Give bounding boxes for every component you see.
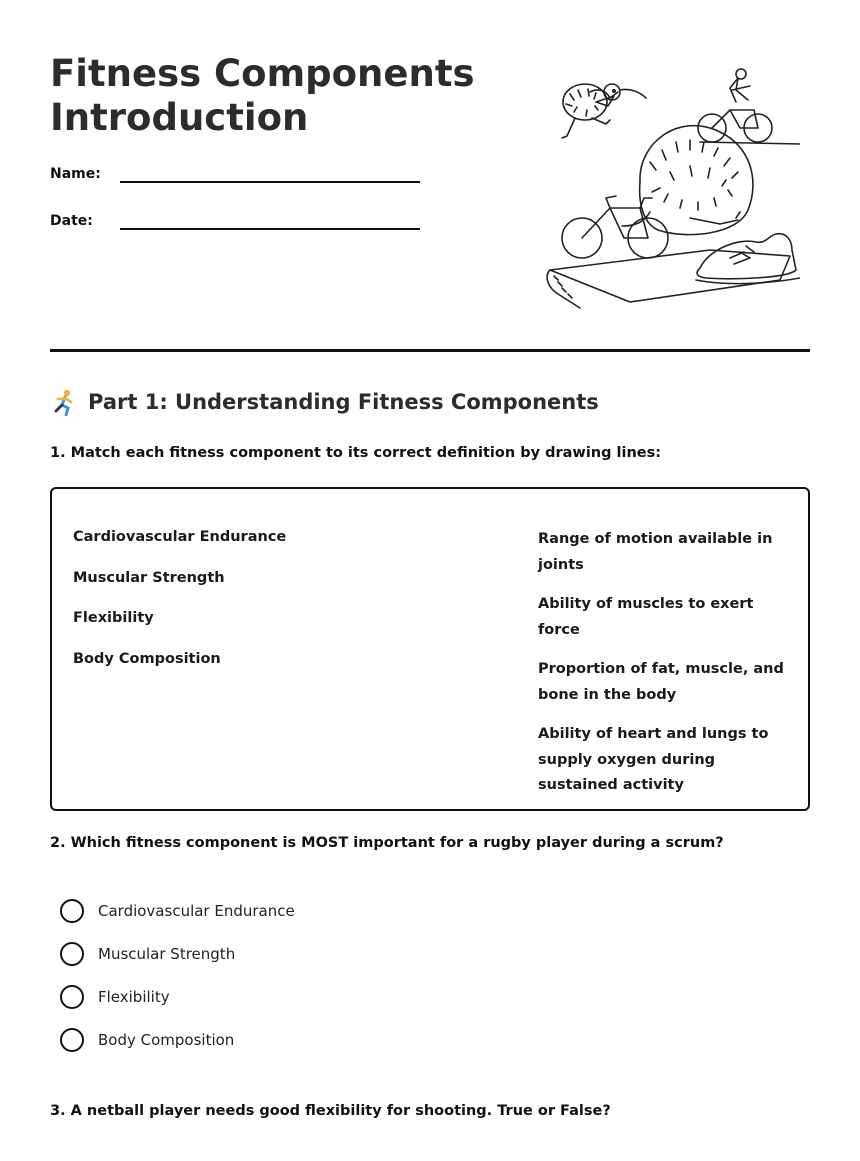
question-1-prompt: 1. Match each fitness component to its correct definition by drawing lines:: [50, 445, 662, 461]
date-field[interactable]: [50, 213, 430, 243]
running-person-icon: [50, 388, 78, 416]
question-3-prompt: 3. A netball player needs good flexibility for shooting. True or False?: [50, 1103, 611, 1119]
running-shoe-icon: [696, 234, 800, 284]
radio-circle-icon[interactable]: [60, 985, 84, 1009]
match-definition[interactable]: Proportion of fat, muscle, and bone in the body: [538, 661, 784, 703]
cyclist-icon: [698, 69, 800, 144]
date-label: Date:: [50, 213, 93, 229]
option-label: Cardiovascular Endurance: [98, 902, 295, 920]
name-line[interactable]: [120, 181, 420, 183]
date-line[interactable]: [120, 228, 420, 230]
name-label: Name:: [50, 166, 101, 182]
match-term[interactable]: Muscular Strength: [73, 569, 225, 586]
fitness-illustration-icon: [540, 62, 800, 320]
header-divider: [50, 349, 810, 352]
title-line-1: Fitness Components: [50, 52, 475, 95]
q2-option-1[interactable]: [60, 899, 295, 923]
radio-circle-icon[interactable]: [60, 942, 84, 966]
matching-definitions: [538, 527, 790, 813]
match-definition[interactable]: Range of motion available in joints: [538, 531, 773, 573]
q2-option-3[interactable]: [60, 985, 170, 1009]
match-definition[interactable]: Ability of muscles to exert force: [538, 596, 754, 638]
option-label: Body Composition: [98, 1031, 235, 1049]
question-2-prompt: 2. Which fitness component is MOST important for a rugby player during a scrum?: [50, 835, 724, 851]
part1-heading-text: Part 1: Understanding Fitness Components: [88, 390, 599, 414]
match-definition[interactable]: Ability of heart and lungs to supply oxygen during sustained activity: [538, 726, 769, 793]
option-label: Flexibility: [98, 988, 170, 1006]
match-term[interactable]: Cardiovascular Endurance: [73, 529, 287, 545]
radio-circle-icon[interactable]: [60, 1028, 84, 1052]
title-line-2: Introduction: [50, 96, 309, 139]
q2-option-4[interactable]: [60, 1028, 234, 1052]
match-term[interactable]: Body Composition: [73, 650, 221, 667]
matching-box[interactable]: [50, 487, 810, 811]
q2-option-2[interactable]: [60, 942, 235, 966]
kiwi-small-icon: [562, 84, 646, 138]
name-field[interactable]: [50, 166, 430, 196]
worksheet-title: [50, 52, 520, 140]
matching-terms: [73, 527, 286, 689]
option-label: Muscular Strength: [98, 945, 236, 963]
match-term[interactable]: Flexibility: [73, 610, 154, 626]
part1-heading: [50, 388, 599, 416]
radio-circle-icon[interactable]: [60, 899, 84, 923]
